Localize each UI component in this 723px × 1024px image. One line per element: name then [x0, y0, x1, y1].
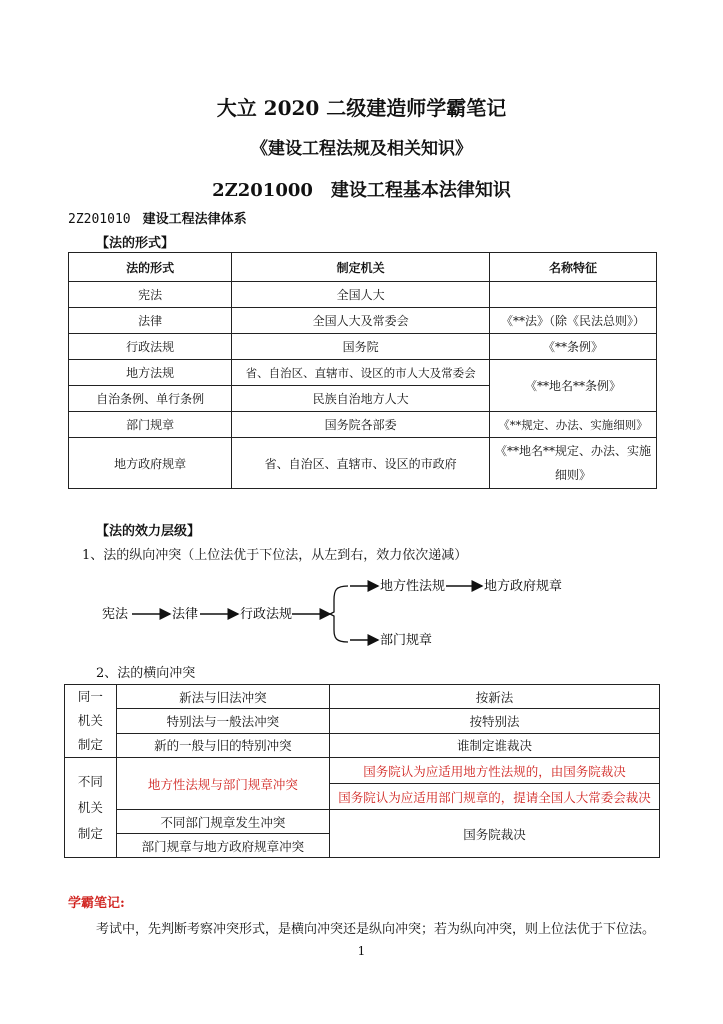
group-different-authority: 不同 机关 制定	[65, 758, 117, 858]
cell-case-red: 地方性法规与部门规章冲突	[116, 758, 329, 810]
cell-rule-shared: 国务院裁决	[330, 810, 660, 858]
chapter-title: 2Z201000 建设工程基本法律知识	[212, 180, 511, 201]
header-authority: 制定机关	[232, 253, 490, 282]
note-text: 考试中，先判断考察冲突形式，是横向冲突还是纵向冲突；若为纵向冲突，则上位法优于下位法。	[96, 922, 656, 937]
group-same-authority: 同一 机关 制定	[65, 685, 117, 758]
cell-form: 部门规章	[69, 412, 232, 438]
hierarchy-diagram	[96, 570, 616, 650]
table-row	[65, 685, 660, 709]
cell-case: 新的一般与旧的特别冲突	[116, 733, 329, 757]
cell-authority: 省、自治区、直辖市、设区的市人大及常委会	[232, 360, 490, 386]
cell-feature: 《**法》（除《民法总则》）	[490, 308, 657, 334]
table-row	[65, 733, 660, 757]
node-admin: 行政法规	[240, 607, 293, 622]
horizontal-conflict-table	[64, 684, 660, 858]
section-heading	[68, 208, 247, 227]
cell-authority: 国务院	[232, 334, 490, 360]
cell-feature: 《**地名**条例》	[490, 360, 657, 412]
brace	[330, 586, 348, 642]
page-number: 1	[357, 944, 366, 958]
node-law: 法律	[172, 607, 199, 622]
table-row	[65, 810, 660, 834]
cell-feature: 《**规定、办法、实施细则》	[490, 412, 657, 438]
hierarchy-heading: 【法的效力层级】	[96, 524, 201, 539]
vertical-conflict-title: 1、法的纵向冲突（上位法优于下位法，从左到右，效力依次递减）	[82, 548, 468, 563]
cell-form: 地方政府规章	[69, 438, 232, 489]
cell-form: 行政法规	[69, 334, 232, 360]
cell-rule: 谁制定谁裁决	[330, 733, 660, 757]
node-localgov: 地方政府规章	[484, 579, 563, 594]
table-row	[69, 308, 657, 334]
node-constitution: 宪法	[102, 607, 129, 622]
cell-case: 特别法与一般法冲突	[116, 709, 329, 733]
cell-authority: 国务院各部委	[232, 412, 490, 438]
table-row	[69, 360, 657, 386]
node-dept: 部门规章	[380, 633, 433, 648]
cell-case: 部门规章与地方政府规章冲突	[116, 834, 329, 858]
table-row	[69, 334, 657, 360]
header-form: 法的形式	[69, 253, 232, 282]
cell-rule: 按新法	[330, 685, 660, 709]
table-row	[69, 412, 657, 438]
table-header-row	[69, 253, 657, 282]
cell-authority: 省、自治区、直辖市、设区的市政府	[232, 438, 490, 489]
note-title: 学霸笔记:	[68, 896, 125, 911]
section-code: 2Z201010	[68, 212, 131, 227]
horizontal-conflict-title: 2、法的横向冲突	[96, 666, 196, 681]
node-local: 地方性法规	[380, 579, 446, 594]
cell-rule-red: 国务院认为应适用部门规章的，提请全国人大常委会裁决	[330, 784, 660, 810]
law-forms-table	[68, 252, 657, 489]
table-row	[69, 438, 657, 489]
cell-authority: 全国人大	[232, 282, 490, 308]
cell-feature: 《**条例》	[490, 334, 657, 360]
book-subtitle: 《建设工程法规及相关知识》	[251, 139, 472, 159]
cell-rule: 按特别法	[330, 709, 660, 733]
table-row	[69, 282, 657, 308]
table-row	[65, 709, 660, 733]
cell-case: 不同部门规章发生冲突	[116, 810, 329, 834]
section-title: 建设工程法律体系	[142, 212, 247, 227]
cell-form: 宪法	[69, 282, 232, 308]
header-feature: 名称特征	[490, 253, 657, 282]
cell-form: 自治条例、单行条例	[69, 386, 232, 412]
cell-case: 新法与旧法冲突	[116, 685, 329, 709]
cell-feature	[490, 282, 657, 308]
cell-feature: 《**地名**规定、办法、实施细则》	[490, 438, 657, 489]
cell-form: 法律	[69, 308, 232, 334]
forms-heading: 【法的形式】	[96, 236, 175, 251]
page-title: 大立 2020 二级建造师学霸笔记	[216, 96, 507, 120]
cell-form: 地方法规	[69, 360, 232, 386]
cell-authority: 民族自治地方人大	[232, 386, 490, 412]
cell-authority: 全国人大及常委会	[232, 308, 490, 334]
cell-rule-red: 国务院认为应适用地方性法规的，由国务院裁决	[330, 758, 660, 784]
table-row	[65, 758, 660, 784]
